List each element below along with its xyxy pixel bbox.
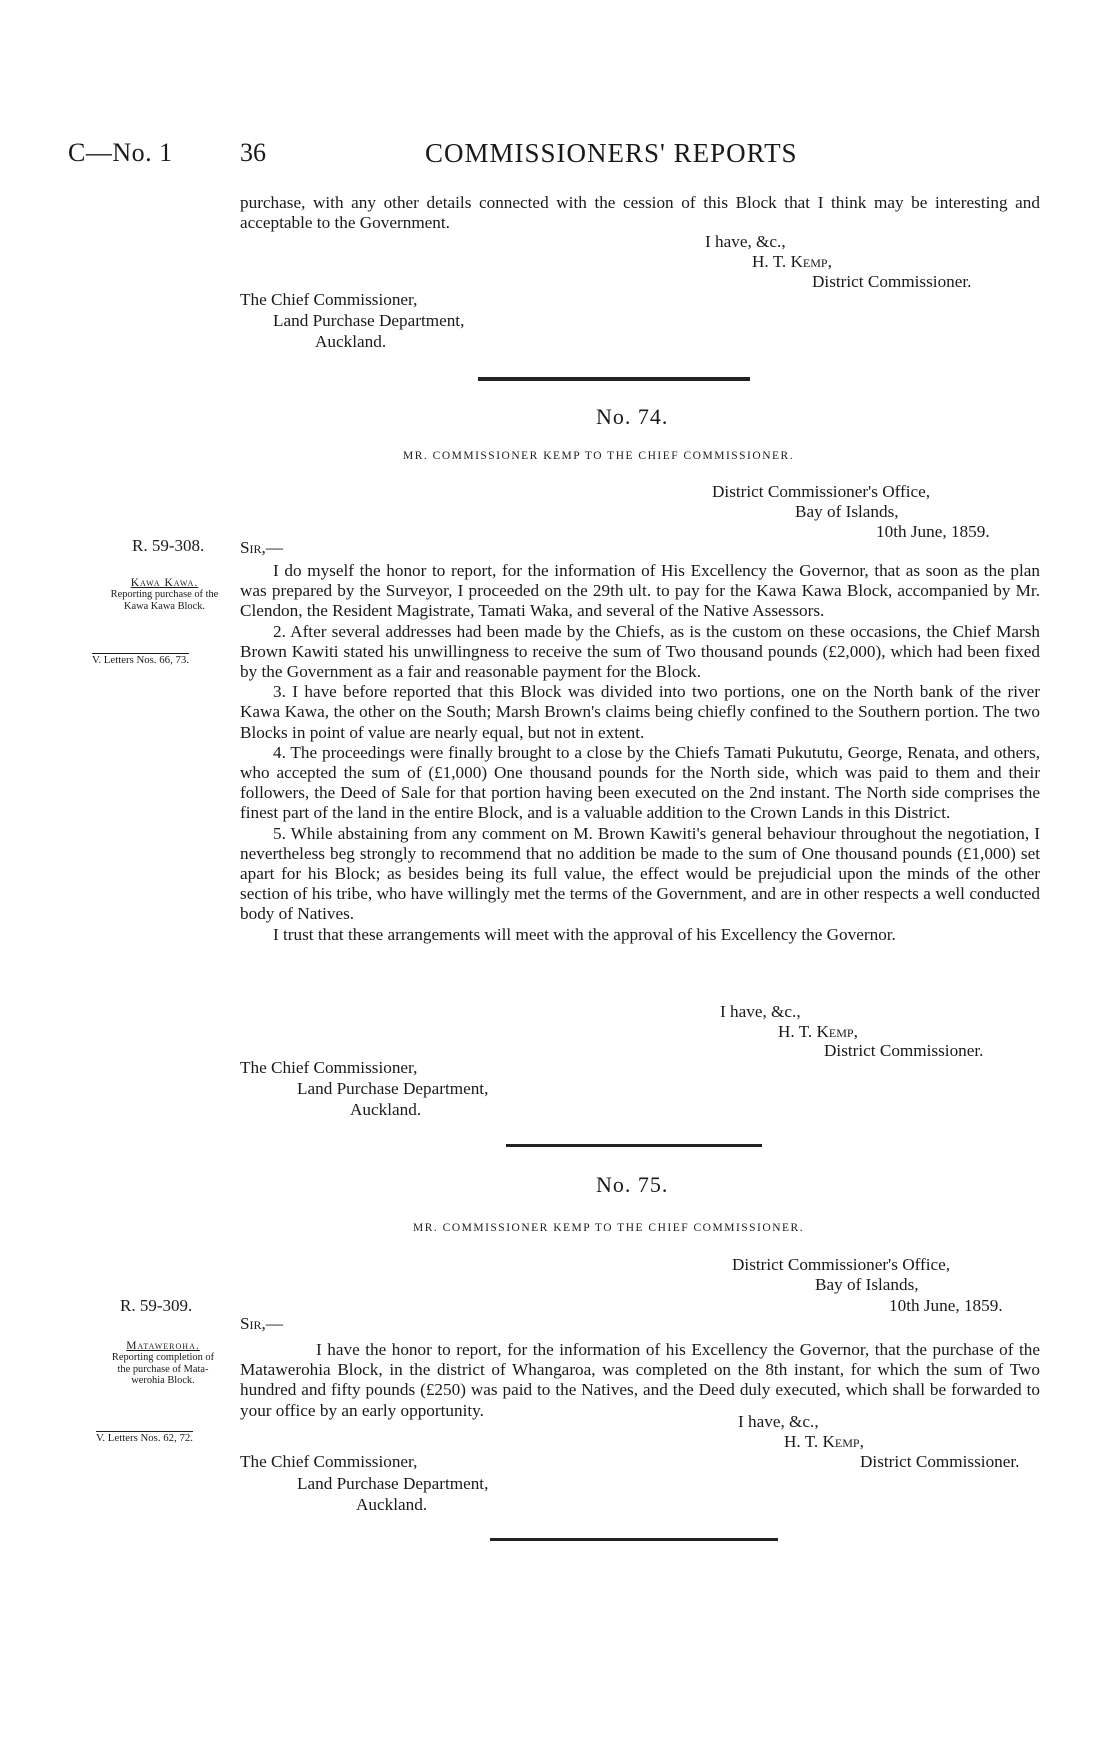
closing: I have, &c., bbox=[738, 1412, 819, 1431]
addressee-line-2: Land Purchase Department, bbox=[297, 1474, 489, 1493]
margin-letters: V. Letters Nos. 66, 73. bbox=[92, 654, 189, 666]
margin-subtitle-1: Reporting purchase of the bbox=[110, 589, 219, 600]
office-place: Bay of Islands, bbox=[795, 502, 899, 521]
paragraph-1: I have the honor to report, for the information of his Excellency the Governor, that the purchase of the Matawerohia Block, in the district of Whangaroa, was completed on the 8th instant, for which the sum of Two hundred and fifty pounds (£250) was paid to the Natives, and the Deed duly executed, which shall be forwarded to your office by an early opportunity. bbox=[240, 1340, 1040, 1420]
paragraph-6: I trust that these arrangements will meet with the approval of his Excellency the Governor. bbox=[273, 924, 896, 944]
letter-number: No. 75. bbox=[596, 1172, 669, 1197]
margin-subtitle-2: the purchase of Mata- bbox=[117, 1363, 209, 1375]
section-divider bbox=[478, 377, 750, 381]
letter-subheading: MR. COMMISSIONER KEMP TO THE CHIEF COMMISSIONER. bbox=[413, 1222, 805, 1234]
letter-number: No. 74. bbox=[596, 404, 669, 429]
office-place: Bay of Islands, bbox=[815, 1275, 919, 1294]
section-divider bbox=[506, 1144, 762, 1147]
closing: I have, &c., bbox=[705, 232, 786, 251]
margin-title: Mataweroha. bbox=[126, 1340, 200, 1352]
margin-subtitle-3: werohia Block. bbox=[131, 1375, 195, 1386]
margin-reference: R. 59-308. bbox=[132, 536, 205, 555]
paragraph-5: 5. While abstaining from any comment on M. Brown Kawiti's general behaviour throughout the negotiation, I nevertheless beg strongly to recommend that no addition be made to the sum of One thousand pounds (£1,000) set apart for his Block; as besides being its full value, the effect would be prejudicial upon the minds of the other section of his tribe, who have willingly met the terms of the Government, and are in other respects a well conducted body of Natives. bbox=[240, 823, 1040, 924]
page-title: COMMISSIONERS' REPORTS bbox=[425, 138, 798, 168]
addressee-line-2: Land Purchase Department, bbox=[273, 311, 465, 330]
addressee-line-3: Auckland. bbox=[315, 332, 387, 351]
addressee-line-3: Auckland. bbox=[356, 1495, 428, 1514]
letter-body bbox=[240, 1340, 1040, 1421]
margin-subtitle-1: Reporting completion of bbox=[111, 1352, 215, 1363]
signature-title: District Commissioner. bbox=[812, 272, 972, 291]
section-divider bbox=[490, 1538, 778, 1541]
paragraph-1: I do myself the honor to report, for the information of His Excellency the Governor, that as soon as the plan was prepared by the Surveyor, I proceeded on the 29th ult. to pay for the Kawa Kawa Block, accompanied by Mr. Clendon, the Resident Magistrate, Tamati Waka, and several of the Native Assessors. bbox=[240, 561, 1040, 621]
signature-name: H. T. Kemp, bbox=[778, 1022, 858, 1041]
salutation: Sir,— bbox=[240, 1314, 284, 1333]
series-number: C—No. 1 bbox=[68, 138, 173, 167]
salutation: Sir,— bbox=[240, 538, 284, 557]
addressee-line-1: The Chief Commissioner, bbox=[240, 290, 418, 309]
signature-title: District Commissioner. bbox=[824, 1041, 984, 1060]
office-line: District Commissioner's Office, bbox=[732, 1255, 951, 1274]
addressee-line-2: Land Purchase Department, bbox=[297, 1079, 489, 1098]
letter-date: 10th June, 1859. bbox=[876, 522, 990, 541]
signature-name: H. T. Kemp, bbox=[784, 1432, 864, 1451]
margin-title: Kawa Kawa. bbox=[130, 577, 199, 589]
paragraph-3: 3. I have before reported that this Block was divided into two portions, one on the North bank of the river Kawa Kawa, the other on the South; Marsh Brown's claims being chiefly confined to the Southern portion. The two Blocks in point of value are nearly equal, but not in extent. bbox=[240, 682, 1040, 742]
letter-body bbox=[240, 561, 1040, 945]
addressee-line-1: The Chief Commissioner, bbox=[240, 1452, 418, 1471]
addressee-line-1: The Chief Commissioner, bbox=[240, 1058, 418, 1077]
page-number: 36 bbox=[240, 138, 266, 167]
signature-title: District Commissioner. bbox=[860, 1452, 1020, 1471]
margin-letters: V. Letters Nos. 62, 72. bbox=[96, 1432, 193, 1444]
letter-date: 10th June, 1859. bbox=[889, 1296, 1003, 1315]
addressee-line-3: Auckland. bbox=[350, 1100, 422, 1119]
continuation-paragraph: purchase, with any other details connected with the cession of this Block that I think may be interesting and acceptable to the Government. bbox=[240, 193, 1040, 233]
paragraph-4: 4. The proceedings were finally brought to a close by the Chiefs Tamati Pukututu, George, Renata, and others, who accepted the sum of (£1,000) One thousand pounds for the North side, which was paid to them and their followers, the Deed of Sale for that portion having been executed on the 2nd instant. The North side comprises the finest part of the land in the entire Block, and is a valuable addition to the Crown Lands in this District. bbox=[240, 742, 1040, 823]
closing: I have, &c., bbox=[720, 1002, 801, 1021]
margin-reference: R. 59-309. bbox=[120, 1296, 193, 1315]
continuation-text bbox=[240, 193, 1040, 233]
margin-note bbox=[92, 577, 237, 612]
office-line: District Commissioner's Office, bbox=[712, 482, 931, 501]
letter-subheading: MR. COMMISSIONER KEMP TO THE CHIEF COMMISSIONER. bbox=[403, 450, 795, 462]
margin-note bbox=[88, 1340, 238, 1387]
signature-name: H. T. Kemp, bbox=[752, 252, 832, 271]
margin-subtitle-2: Kawa Kawa Block. bbox=[123, 600, 206, 612]
paragraph-2: 2. After several addresses had been made by the Chiefs, as is the custom on these occasions, the Chief Marsh Brown Kawiti stated his unwillingness to receive the sum of Two thousand pounds (£2,000), which had been fixed by the Government as a fair and reasonable payment for the Block. bbox=[240, 621, 1040, 682]
